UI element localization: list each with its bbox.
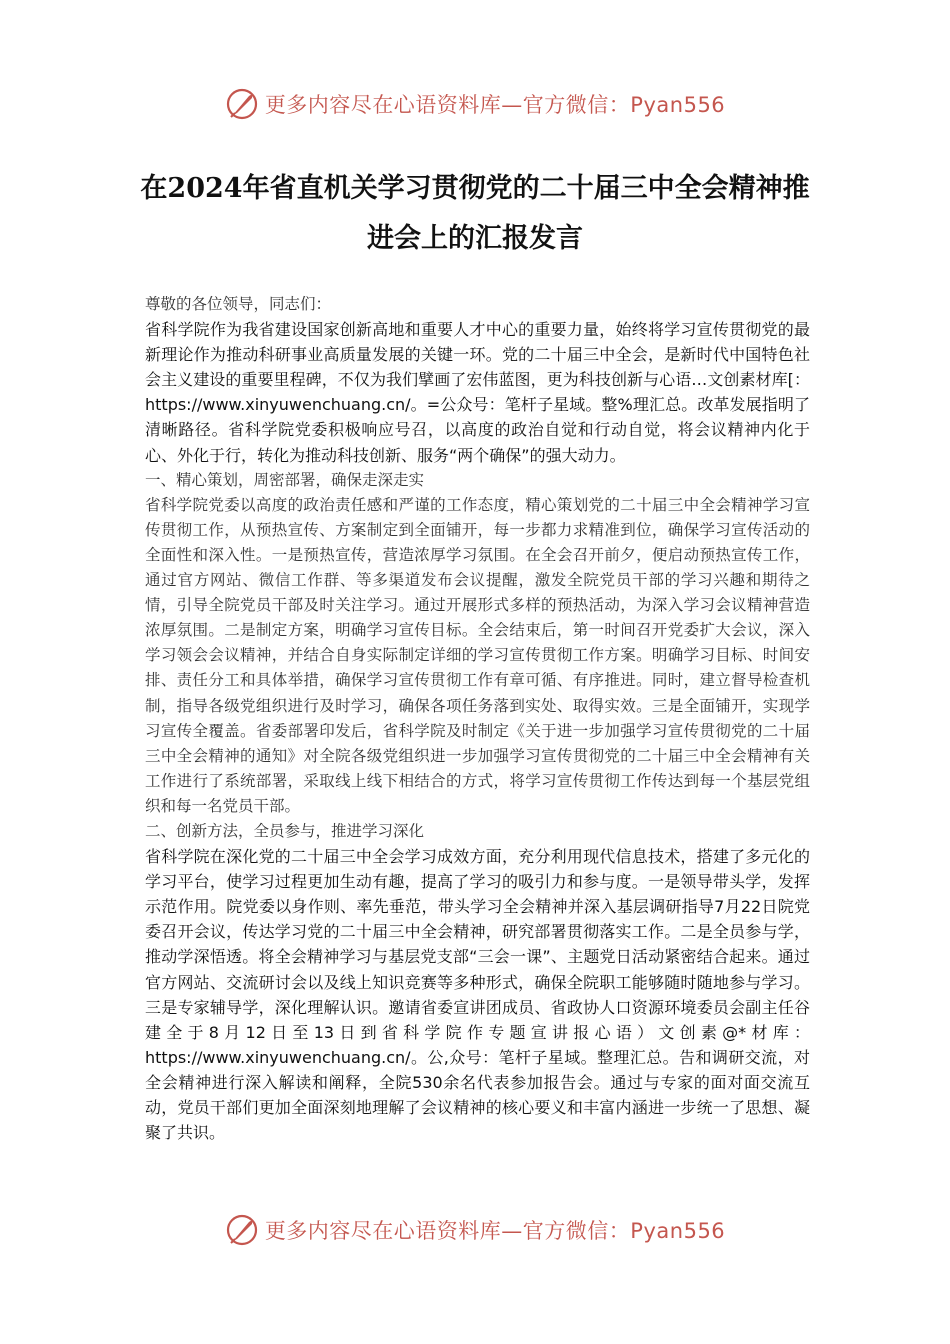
section-2-body: 省科学院在深化党的二十届三中全会学习成效方面，充分利用现代信息技术，搭建了多元化的学习平台，使学习过程更加生动有趣，提高了学习的吸引力和参与度。一是领导带头学，发挥示范作用。院党委以身作则、率先垂范，带头学习全会精神并深入基层调研指导7月22日院党委召开会议，传达学习党的二十届三中全会精神，研究部署贯彻落实工作。二是全员参与学，推动学深悟透。将全会精神学习与基层党支部“三会一课”、主题党日活动紧密结合起来。通过官方网站、交流研讨会以及线上知识竞赛等多种形式，确保全院职工能够随时随地参与学习。三是专家辅导学，深化理解认识。邀请省委宣讲团成员、省政协人口资源环境委员会副主任谷建全于8月12日至13日到省科学院作专题宣讲报心语）文创素@*材库：https://www.xinyuwenchuang.cn/。公,众号：笔杆子星域。整理汇总。告和调研交流，对全会精神进行深入解读和阐释，全院530余名代表参加报告会。通过与专家的面对面交流互动，党员干部们更加全面深刻地理解了会议精神的核心要义和丰富内涵进一步统一了思想、凝聚了共识。	[145, 847, 810, 1143]
watermark-text: 更多内容尽在心语资料库—官方微信：Pyan556	[264, 1219, 726, 1243]
quill-logo-icon	[225, 1213, 259, 1247]
intro-paragraph: 省科学院作为我省建设国家创新高地和重要人才中心的重要力量，始终将学习宣传贯彻党的最新理论作为推动科研事业高质量发展的关键一环。党的二十届三中全会，是新时代中国特色社会主义建设的重要里程碑，不仅为我们擘画了宏伟蓝图，更为科技创新与心语…文创素材库[：https://www.xinyuwenchuang.cn/。=公众号：笔杆子星域。整%理汇总。改革发展指明了清晰路径。省科学院党委积极响应号召，以高度的政治自觉和行动自觉，将会议精神内化于心、外化于行，转化为推动科技创新、服务“两个确保”的强大动力。	[145, 320, 810, 465]
document-title: 在2024年省直机关学习贯彻党的二十届三中全会精神推进会上的汇报发言	[140, 173, 810, 255]
section-2-heading: 二、创新方法，全员参与，推进学习深化	[145, 821, 425, 840]
document-body	[145, 292, 810, 1145]
watermark-text: 更多内容尽在心语资料库—官方微信：Pyan556	[264, 93, 726, 117]
section-1-heading: 一、精心策划，周密部署，确保走深走实	[145, 470, 425, 489]
watermark-footer	[0, 1210, 950, 1250]
watermark-header	[0, 84, 950, 124]
quill-logo-icon	[225, 87, 259, 121]
salutation: 尊敬的各位领导，同志们：	[145, 295, 332, 313]
section-1-body: 省科学院党委以高度的政治责任感和严谨的工作态度，精心策划党的二十届三中全会精神学习宣传贯彻工作，从预热宣传、方案制定到全面铺开，每一步都力求精准到位，确保学习宣传活动的全面性和深入性。一是预热宣传，营造浓厚学习氛围。在全会召开前夕，便启动预热宣传工作，通过官方网站、微信工作群、等多渠道发布会议提醒，激发全院党员干部的学习兴趣和期待之情，引导全院党员干部及时关注学习。通过开展形式多样的预热活动，为深入学习会议精神营造浓厚氛围。二是制定方案，明确学习宣传目标。全会结束后，第一时间召开党委扩大会议，深入学习领会会议精神，并结合自身实际制定详细的学习宣传贯彻工作方案。明确学习目标、时间安排、责任分工和具体举措，确保学习宣传贯彻工作有章可循、有序推进。同时，建立督导检查机制，指导各级党组织进行及时学习，确保各项任务落到实处、取得实效。三是全面铺开，实现学习宣传全覆盖。省委部署印发后，省科学院及时制定《关于进一步加强学习宣传贯彻党的二十届三中全会精神的通知》对全院各级党组织进一步加强学习宣传贯彻党的二十届三中全会精神有关工作进行了系统部署，采取线上线下相结合的方式，将学习宣传贯彻工作传达到每一个基层党组织和每一名党员干部。	[145, 495, 810, 815]
